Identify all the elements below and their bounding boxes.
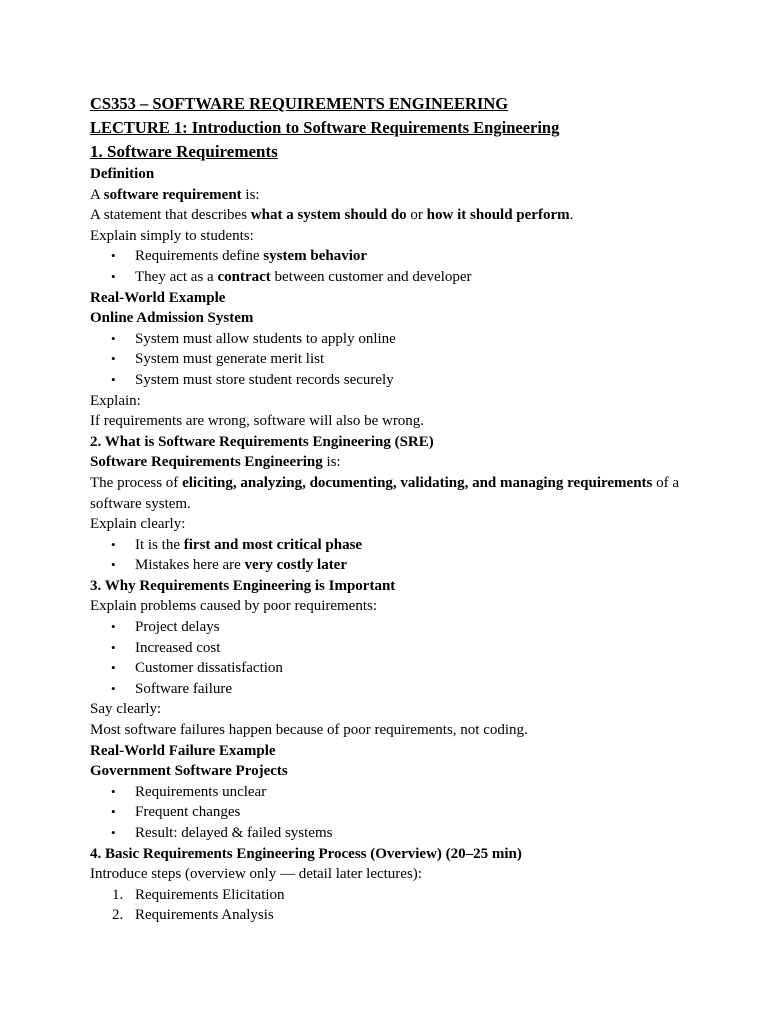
lecture-title: LECTURE 1: Introduction to Software Requirements Engineering xyxy=(90,118,560,137)
bullet-icon: • xyxy=(111,536,116,552)
bullet-icon: • xyxy=(111,268,116,284)
problems-intro: Explain problems caused by poor requirements: xyxy=(90,598,378,615)
definition-label: Definition xyxy=(90,166,155,182)
example-title: Online Admission System xyxy=(90,310,254,327)
list-item: 2. Requirements Analysis xyxy=(90,905,690,926)
definition-line: A software requirement is: xyxy=(90,186,260,203)
sre-term-line: Software Requirements Engineering is: xyxy=(90,454,341,471)
steps-list xyxy=(90,885,690,926)
definition-statement: A statement that describes what a system should do or how it should perform. xyxy=(90,207,574,224)
bullet-icon: • xyxy=(111,619,116,635)
explain2-label: Explain: xyxy=(90,392,141,409)
sre-bullets xyxy=(90,535,690,576)
list-item: • System must allow students to apply online xyxy=(90,329,690,350)
bullet-icon: • xyxy=(111,330,116,346)
list-item: • Result: delayed & failed systems xyxy=(90,823,690,844)
bullet-icon: • xyxy=(111,804,116,820)
bullet-icon: • xyxy=(111,680,116,696)
bullet-icon: • xyxy=(111,371,116,387)
example-label: Real-World Example xyxy=(90,289,226,306)
requirements-bullets xyxy=(90,246,690,287)
say-clearly-label: Say clearly: xyxy=(90,701,162,718)
bullet-icon: • xyxy=(111,825,116,840)
list-item: • Software failure xyxy=(90,679,690,700)
sre-process-definition: The process of eliciting, analyzing, documenting, validating, and managing requirements of a software system. xyxy=(90,474,680,512)
list-item: • They act as a contract between customer and developer xyxy=(90,267,690,288)
section-4-heading: 4. Basic Requirements Engineering Process (Overview) (20–25 min) xyxy=(90,845,522,862)
bullet-icon: • xyxy=(111,557,116,573)
list-item: • Requirements define system behavior xyxy=(90,246,690,267)
list-item: • Increased cost xyxy=(90,638,690,659)
document-page xyxy=(90,92,690,926)
list-item: • Mistakes here are very costly later xyxy=(90,555,690,576)
list-item: • Frequent changes xyxy=(90,802,690,823)
explain-clearly-label: Explain clearly: xyxy=(90,516,186,533)
bullet-icon: • xyxy=(111,248,116,264)
section-1-heading: 1. Software Requirements xyxy=(90,142,278,161)
bullet-icon: • xyxy=(111,783,116,799)
list-item: • System must store student records securely xyxy=(90,370,690,391)
section-2-heading: 2. What is Software Requirements Engineering (SRE) xyxy=(90,433,434,450)
example-list xyxy=(90,329,690,391)
list-item: • Project delays xyxy=(90,617,690,638)
section-3-heading: 3. Why Requirements Engineering is Important xyxy=(90,577,396,594)
step-number: 2. xyxy=(112,907,124,924)
bullet-icon: • xyxy=(111,639,116,655)
list-item: 1. Requirements Elicitation xyxy=(90,885,690,906)
bullet-icon: • xyxy=(111,660,116,676)
list-item: • Requirements unclear xyxy=(90,782,690,803)
explain2-text: If requirements are wrong, software will also be wrong. xyxy=(90,413,425,430)
list-item: • System must generate merit list xyxy=(90,349,690,370)
failure-example-title: Government Software Projects xyxy=(90,763,288,780)
explain-label: Explain simply to students: xyxy=(90,227,254,244)
steps-intro: Introduce steps (overview only — detail later lectures): xyxy=(90,866,422,883)
say-clearly-text: Most software failures happen because of poor requirements, not coding. xyxy=(90,722,528,739)
list-item: • It is the first and most critical phase xyxy=(90,535,690,556)
bullet-icon: • xyxy=(111,351,116,367)
course-title: CS353 – SOFTWARE REQUIREMENTS ENGINEERING xyxy=(90,94,509,113)
step-number: 1. xyxy=(112,886,124,903)
problems-list xyxy=(90,617,690,699)
list-item: • Customer dissatisfaction xyxy=(90,658,690,679)
failure-list xyxy=(90,782,690,844)
failure-example-label: Real-World Failure Example xyxy=(90,742,276,759)
